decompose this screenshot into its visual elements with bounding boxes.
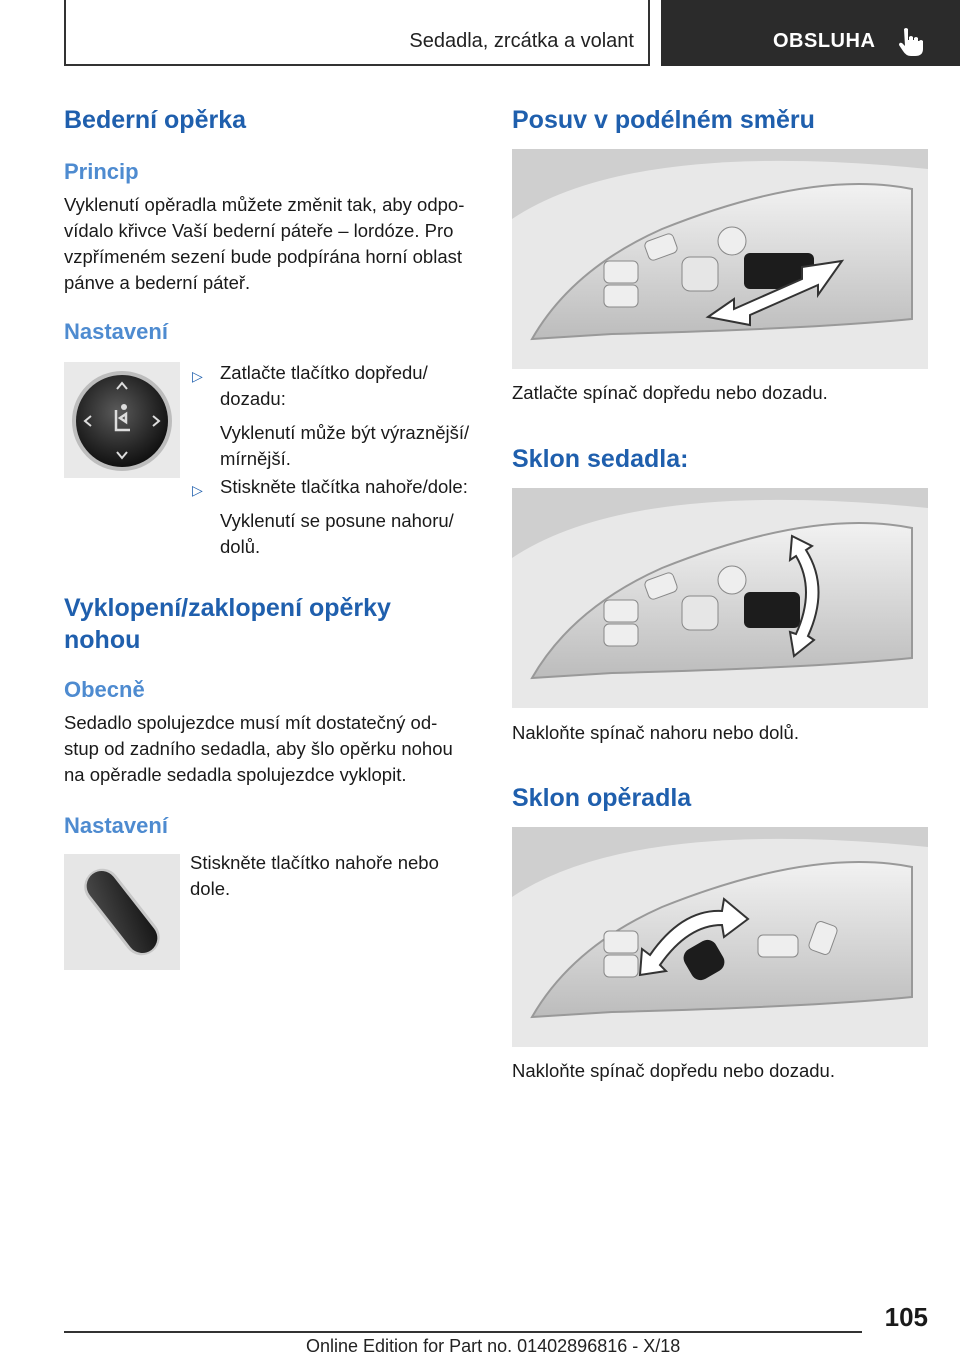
seat-tilt-illustration	[512, 488, 928, 708]
backrest-tilt-illustration	[512, 827, 928, 1047]
legrest-button-illustration	[64, 854, 180, 970]
step-arrow-icon: ▷	[192, 482, 203, 498]
longitudinal-caption: Zatlačte spínač dopředu nebo dozadu.	[512, 382, 828, 403]
edition-text: Online Edition for Part no. 01402896816 - X/18	[306, 1336, 681, 1356]
backrest-tilt-caption: Nakloňte spínač dopředu nebo dozadu.	[512, 1060, 835, 1081]
lumbar-control-illustration	[64, 362, 180, 478]
legrest-setting-heading: Nastavení	[64, 813, 168, 838]
page-number: 105	[884, 1302, 928, 1332]
chapter-title: Sedadla, zrcátka a volant	[409, 30, 634, 52]
lumbar-support-heading: Bederní opěrka	[64, 106, 247, 134]
lumbar-step-2: Stiskněte tlačítka nahoře/dole: Vyklenutí se posune nahoru/ dolů.	[220, 476, 468, 557]
seat-tilt-heading: Sklon sedadla:	[512, 445, 689, 473]
longitudinal-heading: Posuv v podélném směru	[512, 106, 815, 134]
general-heading: Obecně	[64, 677, 145, 702]
longitudinal-adjust-illustration	[512, 149, 928, 369]
seat-tilt-image	[512, 488, 928, 708]
footer-divider	[64, 1331, 862, 1333]
step-arrow-icon: ▷	[192, 368, 203, 384]
principle-text: Vyklenutí opěradla můžete změnit tak, aby odpo‐ vídalo křivce Vaší bederní páteře – lordóze. Pro vzpřímeném sezení bude podpírána horní oblast pánve a bederní páteř.	[64, 194, 465, 293]
legrest-button-image	[64, 854, 180, 970]
backrest-tilt-image	[512, 827, 928, 1047]
legrest-setting-text: Stiskněte tlačítko nahoře nebo dole.	[190, 852, 439, 899]
section-tab[interactable]	[661, 0, 960, 66]
lumbar-setting-heading: Nastavení	[64, 319, 168, 344]
pointing-hand-icon	[895, 26, 925, 56]
principle-heading: Princip	[64, 159, 139, 184]
lumbar-control-image	[64, 362, 180, 478]
lumbar-step-1: Zatlačte tlačítko dopředu/ dozadu: Vyklenutí může být výraznější/ mírnější.	[220, 362, 470, 469]
backrest-tilt-heading: Sklon opěradla	[512, 784, 692, 812]
header-chapter-frame	[64, 0, 650, 66]
section-tab-label: OBSLUHA	[773, 30, 876, 52]
legrest-general-text: Sedadlo spolujezdce musí mít dostatečný od‐ stup od zadního sedadla, aby šlo opěrku nohou na opěradle sedadla spolujezdce vyklopit.	[64, 712, 453, 785]
longitudinal-adjust-image	[512, 149, 928, 369]
legrest-heading: Vyklopení/zaklopení opěrky nohou	[64, 594, 391, 654]
seat-tilt-caption: Nakloňte spínač nahoru nebo dolů.	[512, 722, 799, 743]
